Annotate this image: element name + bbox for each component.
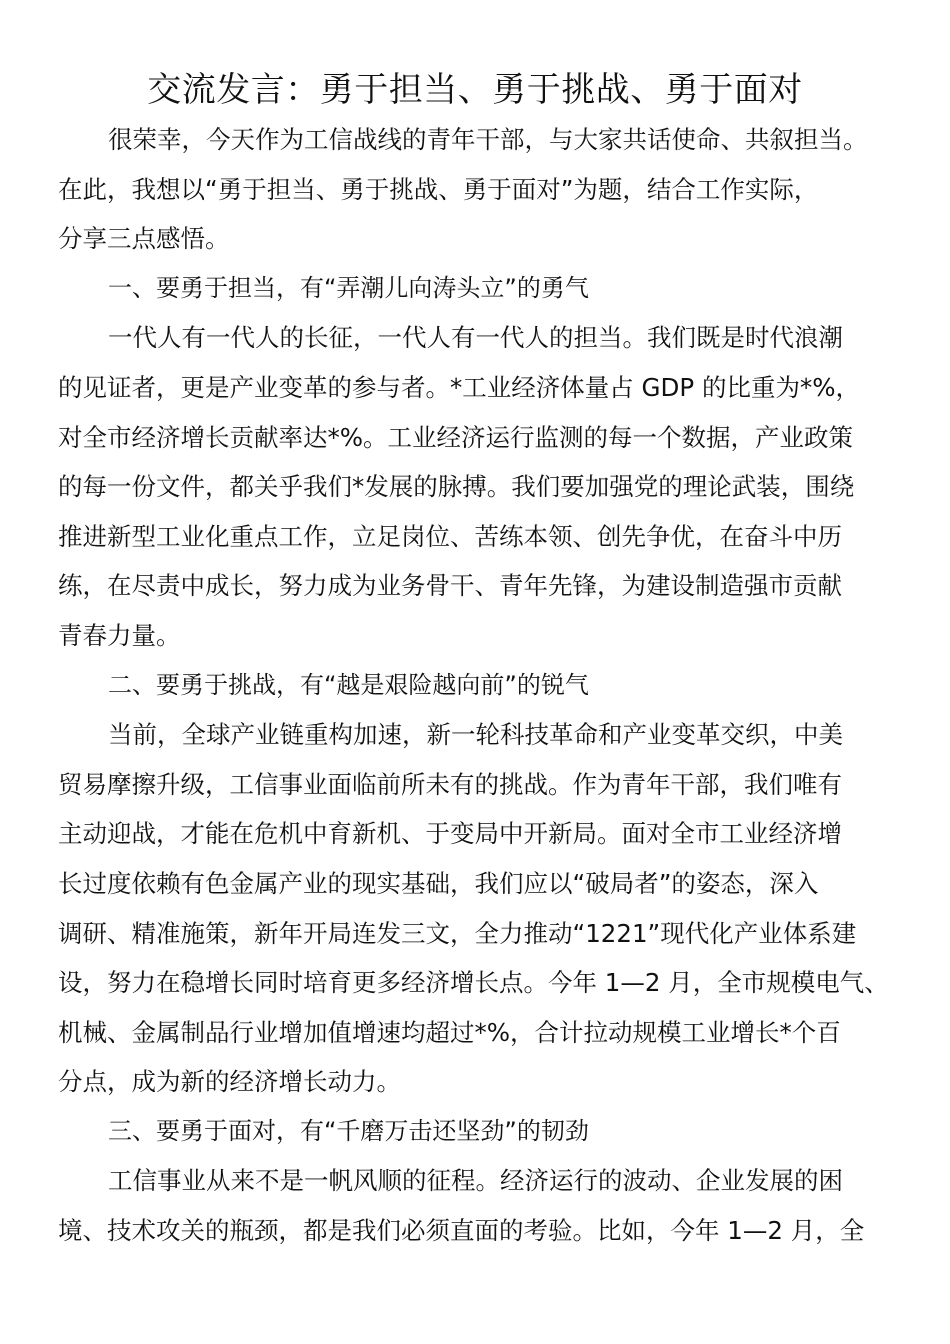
section-heading: 一、要勇于担当，有“弄潮儿向涛头立”的勇气 bbox=[108, 273, 589, 302]
paragraph-line: 的每一份文件，都关乎我们*发展的脉搏。我们要加强党的理论武装，围绕 bbox=[58, 472, 855, 502]
document-title: 交流发言：勇于担当、勇于挑战、勇于面对 bbox=[147, 70, 803, 110]
paragraph-line: 贸易摩擦升级，工信事业面临前所未有的挑战。作为青年干部，我们唯有 bbox=[58, 769, 842, 799]
paragraph-line: 在此，我想以“勇于担当、勇于挑战、勇于面对”为题，结合工作实际， bbox=[58, 174, 819, 204]
paragraph-line: 机械、金属制品行业增加值增速均超过*%，合计拉动规模工业增长*个百 bbox=[58, 1017, 841, 1047]
paragraph-line: 的见证者，更是产业变革的参与者。*工业经济体量占 GDP 的比重为*%， bbox=[58, 372, 860, 402]
paragraph-line: 调研、精准施策，新年开局连发三文，全力推动“1221”现代化产业体系建 bbox=[58, 918, 857, 948]
paragraph-line: 当前，全球产业链重构加速，新一轮科技革命和产业变革交织，中美 bbox=[108, 720, 843, 750]
section-heading: 二、要勇于挑战，有“越是艰险越向前”的锐气 bbox=[108, 670, 589, 699]
paragraph-line: 青春力量。 bbox=[58, 620, 181, 650]
paragraph-line: 练，在尽责中成长，努力成为业务骨干、青年先锋，为建设制造强市贡献 bbox=[58, 571, 842, 601]
paragraph-line: 很荣幸，今天作为工信战线的青年干部，与大家共话使命、共叙担当。 bbox=[108, 125, 868, 154]
paragraph-line: 工信事业从来不是一帆风顺的征程。经济运行的波动、企业发展的困 bbox=[108, 1166, 843, 1196]
paragraph-line: 设，努力在稳增长同时培育更多经济增长点。今年 1—2 月，全市规模电气、 bbox=[58, 968, 889, 998]
paragraph-line: 主动迎战，才能在危机中育新机、于变局中开新局。面对全市工业经济增 bbox=[58, 819, 842, 849]
section-heading: 三、要勇于面对，有“千磨万击还坚劲”的韧劲 bbox=[108, 1116, 589, 1145]
paragraph-line: 分点，成为新的经济增长动力。 bbox=[58, 1067, 401, 1097]
paragraph-line: 长过度依赖有色金属产业的现实基础，我们应以“破局者”的姿态，深入 bbox=[58, 868, 819, 898]
paragraph-line: 境、技术攻关的瓶颈，都是我们必须直面的考验。比如，今年 1—2 月，全 bbox=[58, 1216, 865, 1246]
paragraph-line: 分享三点感悟。 bbox=[58, 224, 230, 254]
document-body bbox=[58, 115, 900, 1256]
paragraph-line: 一代人有一代人的长征，一代人有一代人的担当。我们既是时代浪潮 bbox=[108, 323, 843, 353]
paragraph-line: 对全市经济增长贡献率达*%。工业经济运行监测的每一个数据，产业政策 bbox=[58, 422, 854, 452]
paragraph-line: 推进新型工业化重点工作，立足岗位、苦练本领、创先争优，在奋斗中历 bbox=[58, 521, 842, 551]
